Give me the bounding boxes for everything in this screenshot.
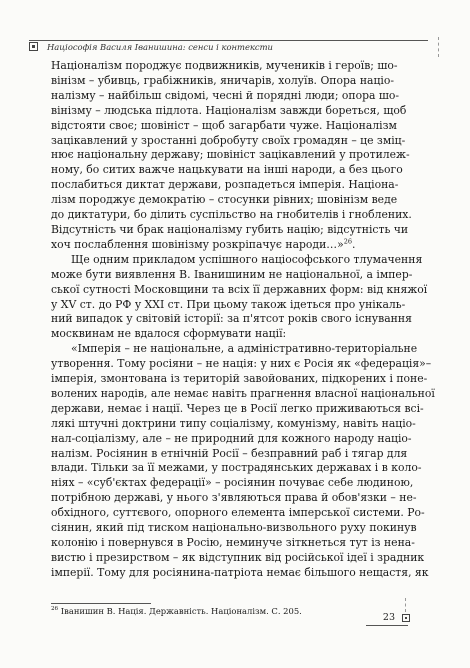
footnote-rule xyxy=(51,603,151,604)
text-line: волених народів, але немає навіть прагнення власної національної xyxy=(51,386,435,400)
main-text xyxy=(51,59,435,581)
text-line: Ще одним прикладом успішного націософського тлумачення xyxy=(71,252,423,266)
text-line: імперії. Тому для росіянина-патріота немає більшого нещастя, як xyxy=(51,565,429,579)
text-line: імперія, змонтована із територій завойованих, підкорених і поне- xyxy=(51,372,428,386)
text-line: лякі штучні доктрини типу соціалізму, комунізму, навіть націо- xyxy=(51,416,416,430)
text-line: москвинам не вдалося сформувати нації: xyxy=(51,327,287,341)
footnote-number: 26 xyxy=(51,606,59,613)
crop-mark xyxy=(438,37,440,57)
text-line: потрібною державі, у нього з'являються права й обов'язки – не- xyxy=(51,491,417,505)
text-line: вінізму – людська підлота. Націоналізм завжди бореться, щоб xyxy=(51,103,407,117)
page-ornament-icon xyxy=(402,614,410,622)
text-line: ний випадок у світовій історії: за п'ятсот років свого існування xyxy=(51,312,412,326)
page-number-rule xyxy=(366,625,408,626)
paragraph xyxy=(51,59,412,253)
text-line: може бути виявлення В. Іванишиним не національної, а імпер- xyxy=(51,267,413,281)
text-line: ської сутності Московщини та всіх її державних форм: від княжої xyxy=(51,282,428,296)
paragraph xyxy=(51,252,428,342)
header-ornament-icon xyxy=(29,42,38,51)
text-line: налізму – найбільш свідомі, чесні й порядні люди; опора шо- xyxy=(51,88,400,102)
text-line: лізм породжує демократію – стосунки рівних; шовінізм веде xyxy=(51,193,398,207)
text-line: у XV ст. до РФ у XXI ст. При цьому також ідеться про унікаль- xyxy=(51,297,406,311)
crop-mark xyxy=(405,598,406,612)
text-line: «Імперія – не національне, а адміністративно-територіальне xyxy=(71,342,418,356)
text-line: відстояти своє; шовініст – щоб загарбати чуже. Націоналізм xyxy=(51,118,397,132)
running-title: Націософія Василя Іванишина: сенси і контексти xyxy=(47,42,273,52)
footnote-text: Іванишин В. Нація. Державність. Націоналізм. С. 205. xyxy=(60,606,302,616)
quote-paragraph xyxy=(51,342,435,581)
text-line: вінізм – убивць, грабіжників, яничарів, холуїв. Опора націо- xyxy=(51,73,394,87)
text-line: обхідного, суттєвого, опорного елемента імперської системи. Ро- xyxy=(51,506,425,520)
text-line: Відсутність чи брак націоналізму губить націю; відсутність чи xyxy=(51,222,409,236)
text-line: влади. Тільки за її межами, у пострадянських державах і в коло- xyxy=(51,461,422,475)
footnote xyxy=(51,606,394,617)
page-number: 23 xyxy=(382,612,395,623)
text-line: Націоналізм породжує подвижників, мучеників і героїв; шо- xyxy=(51,59,398,72)
text-line: нал-соціалізму, але – не природний для кожного народу націо- xyxy=(51,431,412,445)
text-line: сіянин, який під тиском національно-визвольного руху покинув xyxy=(51,521,417,535)
text-line: ному, бо ситих важче нацькувати на інші народи, а без цього xyxy=(51,163,403,177)
text-line: налізм. Росіянин в етнічній Росії – безправний раб і тягар для xyxy=(51,446,408,460)
text-line: до диктатури, бо ділить суспільство на гнобителів і гноблених. xyxy=(51,208,412,222)
text-line: хоч послаблення шовінізму розкріпачує народи…»$^{26}$. xyxy=(51,237,356,251)
text-line: зацікавлений у зростанні добробуту своїх громадян – це зміц- xyxy=(51,133,406,147)
text-line: утворення. Тому росіяни – не нація: у них є Росія як «федерація»– xyxy=(51,357,432,371)
text-line: ніях – «суб'єктах федерації» – росіянин почуває себе людиною, xyxy=(51,476,414,490)
text-line: колонію і повернувся в Росію, неминуче зіткнеться тут із нена- xyxy=(51,536,415,549)
text-line: держави, немає і нації. Через це в Росії легко приживаються всі- xyxy=(51,401,424,415)
text-line: нює національну державу; шовініст зацікавлений у протилеж- xyxy=(51,148,410,162)
text-line: вистю і презирством – як відступник від російської ідеї і зрадник xyxy=(51,550,425,564)
running-header xyxy=(29,40,428,53)
text-line: послабиться диктат держави, розпадеться імперія. Націона- xyxy=(51,178,399,192)
footnote-reference: 26 xyxy=(343,237,352,246)
